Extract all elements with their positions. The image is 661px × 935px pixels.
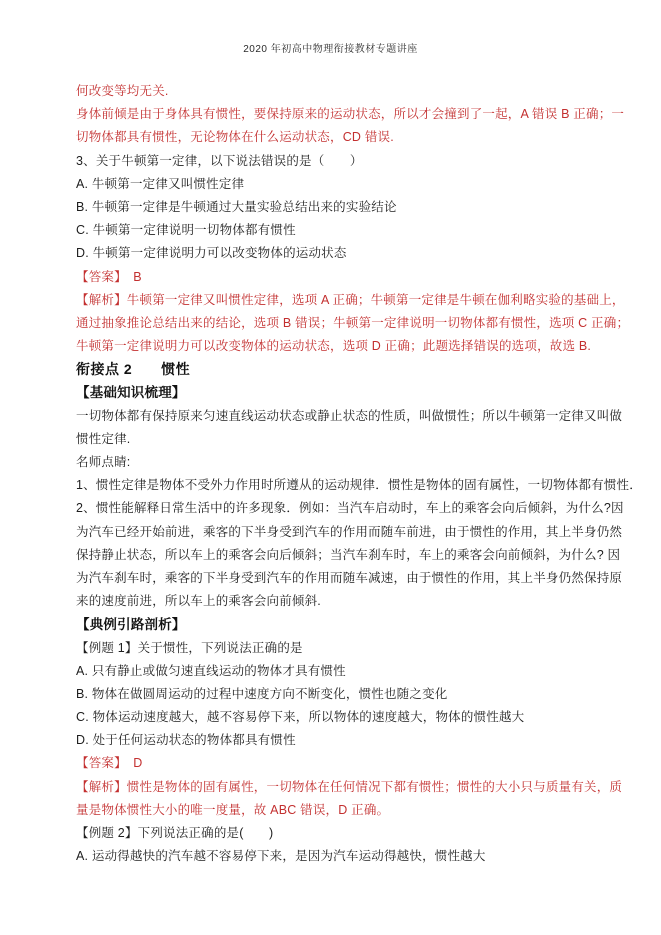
text-line: 名师点睛: xyxy=(76,455,131,469)
text-line: 牛顿第一定律说明力可以改变物体的运动状态，选项 D 正确；此题选择错误的选项，故选 B. xyxy=(76,339,592,354)
text-line: 【典例引路剖析】 xyxy=(76,617,186,633)
text-line: A. 只有静止或做匀速直线运动的物体才具有惯性 xyxy=(76,663,346,678)
text-line: 【解析】惯性是物体的固有属性，一切物体在任何情况下都有惯性；惯性的大小只与质量有关，质 xyxy=(76,779,623,794)
text-line: 通过抽象推论总结出来的结论，选项 B 错误；牛顿第一定律说明一切物体都有惯性，选项 C 正确； xyxy=(76,315,630,330)
text-line: 一切物体都有保持原来匀速直线运动状态或静止状态的性质，叫做惯性；所以牛顿第一定律又叫做 xyxy=(76,408,623,423)
text-line: 身体前倾是由于身体具有惯性，要保持原来的运动状态，所以才会撞到了一起，A 错误 B 正确；一 xyxy=(76,107,625,122)
text-line: 【例题 2】下列说法正确的是( ) xyxy=(76,826,274,840)
text-line: C. 物体运动速度越大，越不容易停下来，所以物体的速度越大，物体的惯性越大 xyxy=(76,710,525,725)
text-line: 【答案】 D xyxy=(76,756,143,771)
text-line: B. 牛顿第一定律是牛顿通过大量实验总结出来的实验结论 xyxy=(76,199,397,214)
text-line: A. 运动得越快的汽车越不容易停下来，是因为汽车运动得越快，惯性越大 xyxy=(76,849,486,864)
text-line: 切物体都具有惯性，无论物体在什么运动状态，CD 错误. xyxy=(76,130,394,145)
text-line: B. 物体在做圆周运动的过程中速度方向不断变化，惯性也随之变化 xyxy=(76,686,448,701)
text-line: A. 牛顿第一定律又叫惯性定律 xyxy=(76,176,245,191)
text-line: 【解析】牛顿第一定律又叫惯性定律，选项 A 正确；牛顿第一定律是牛顿在伽利略实验的基础上， xyxy=(76,292,625,307)
text-line: 保持静止状态，所以车上的乘客会向后倾斜；当汽车刹车时，车上的乘客会向前倾斜，为什么? 因 xyxy=(76,547,621,562)
text-line: 1、惯性定律是物体不受外力作用时所遵从的运动规律．惯性是物体的固有属性，一切物体都有惯性． xyxy=(76,478,642,493)
text-line: 何改变等均无关. xyxy=(76,84,169,98)
text-line: 衔接点 2 惯性 xyxy=(76,361,191,378)
text-line: C. 牛顿第一定律说明一切物体都有惯性 xyxy=(76,223,296,238)
text-line: 量是物体惯性大小的唯一度量，故 ABC 错误，D 正确。 xyxy=(76,802,390,817)
text-line: 【例题 1】关于惯性，下列说法正确的是 xyxy=(76,640,303,655)
text-line: 来的速度前进，所以车上的乘客会向前倾斜. xyxy=(76,594,321,609)
text-line: 2、惯性能解释日常生活中的许多现象．例如：当汽车启动时，车上的乘客会向后倾斜，为什么?因 xyxy=(76,501,624,516)
text-line: D. 牛顿第一定律说明力可以改变物体的运动状态 xyxy=(76,246,347,261)
page-header: 2020 年初高中物理衔接教材专题讲座 xyxy=(243,44,418,55)
text-line: D. 处于任何运动状态的物体都具有惯性 xyxy=(76,733,296,748)
document-body xyxy=(76,80,642,868)
text-line: 为汽车已经开始前进，乘客的下半身受到汽车的作用而随车前进，由于惯性的作用，其上半身仍然 xyxy=(76,524,623,539)
text-line: 惯性定律. xyxy=(76,431,131,446)
text-line: 为汽车刹车时，乘客的下半身受到汽车的作用而随车减速，由于惯性的作用，其上半身仍然保持原 xyxy=(76,570,623,585)
text-line: 【基础知识梳理】 xyxy=(76,385,186,401)
text-line: 【答案】 B xyxy=(76,269,142,284)
text-line: 3、关于牛顿第一定律，以下说法错误的是（ ） xyxy=(76,153,363,168)
